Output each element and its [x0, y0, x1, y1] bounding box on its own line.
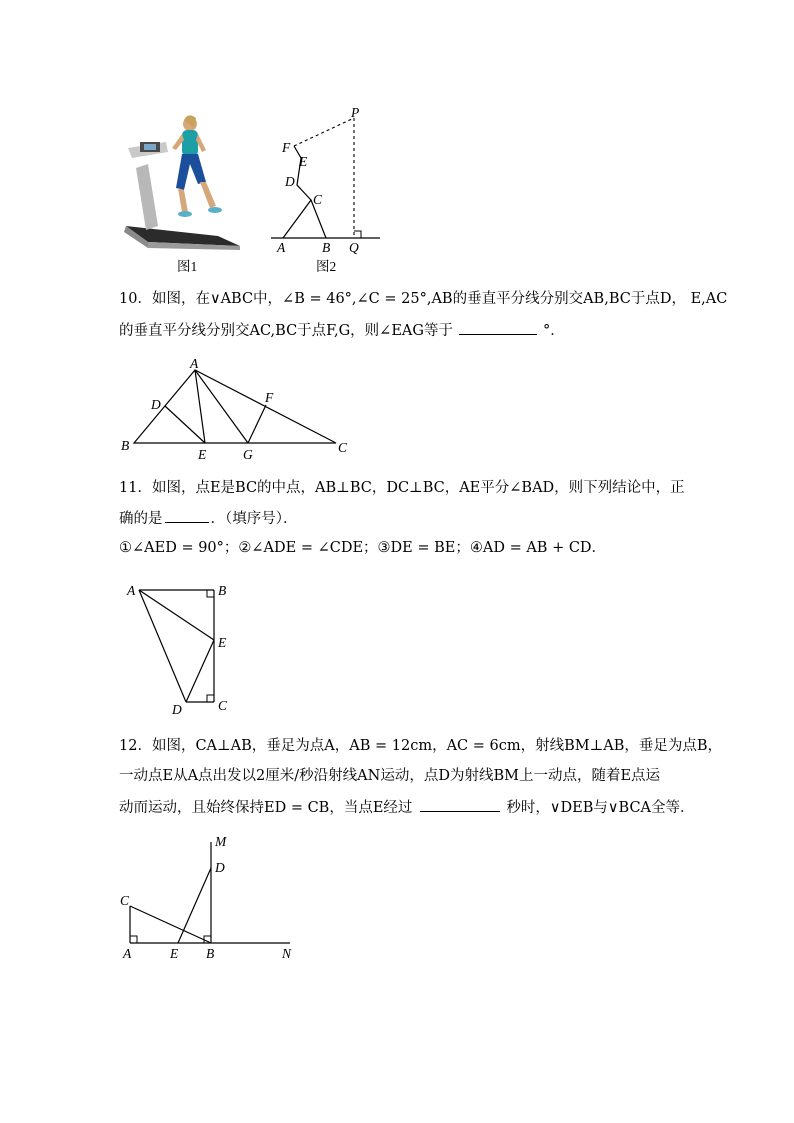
q10-line-2-end: °． [542, 323, 565, 339]
q12-line-3-end: 秒时，∨DEB与∨BCA全等． [506, 800, 695, 816]
label-A: A [190, 356, 199, 371]
segment-cb [130, 906, 211, 943]
q12-line-2: 一动点E从A点出发以2厘米/秒沿射线AN运动，点D为射线BM上一动点，随着E点运 [119, 768, 661, 784]
label-D: D [151, 397, 161, 412]
label-N: N [282, 946, 292, 961]
label-B: B [121, 438, 130, 453]
label-P: P [351, 105, 360, 120]
label-E: E [299, 154, 308, 169]
q11-line-1: 11．如图，点E是BC的中点，AB⊥BC，DC⊥BC，AE平分∠BAD，则下列结论中，正 [119, 480, 685, 496]
label-D: D [285, 174, 295, 189]
q11-options: ①∠AED = 90°；②∠ADE = ∠CDE；③DE = BE；④AD = AB + CD． [119, 540, 607, 556]
figure-1-caption: 图1 [177, 259, 198, 274]
q10-line-1: 10．如图，在∨ABC中，∠B = 46°,∠C = 25°,AB的垂直平分线分别交AB,BC于点D， E,AC [119, 291, 728, 307]
q12-line-1: 12．如图，CA⊥AB，垂足为点A，AB = 12cm，AC = 6cm，射线BM⊥AB，垂足为点B， [119, 738, 723, 754]
right-angle-a [130, 936, 137, 943]
label-E: E [170, 946, 179, 961]
label-G: G [243, 447, 253, 462]
label-C: C [120, 893, 130, 908]
label-C: C [313, 192, 323, 207]
q11-line-2-text: 确的是 [119, 511, 163, 527]
label-F: F [265, 390, 274, 405]
figure-2-caption: 图2 [316, 259, 337, 274]
label-Q: Q [349, 240, 359, 255]
label-C: C [338, 440, 348, 455]
label-A: A [123, 946, 132, 961]
label-A: A [127, 583, 136, 598]
q12-line-3-text: 动而运动，且始终保持ED = CB，当点E经过 [119, 800, 413, 816]
label-E: E [218, 635, 227, 650]
label-B: B [322, 240, 331, 255]
label-B: B [218, 583, 227, 598]
segment-ed [178, 868, 211, 943]
label-A: A [277, 240, 286, 255]
label-E: E [198, 447, 207, 462]
q11-line-2-end: ．（填序号）． [210, 511, 298, 527]
label-M: M [215, 834, 227, 849]
q10-line-2-text: 的垂直平分线分别交AC,BC于点F,G，则∠EAG等于 [119, 323, 453, 339]
label-F: F [282, 140, 291, 155]
label-C: C [218, 698, 228, 713]
label-D: D [215, 860, 225, 875]
label-B: B [206, 946, 215, 961]
label-D: D [172, 702, 182, 717]
